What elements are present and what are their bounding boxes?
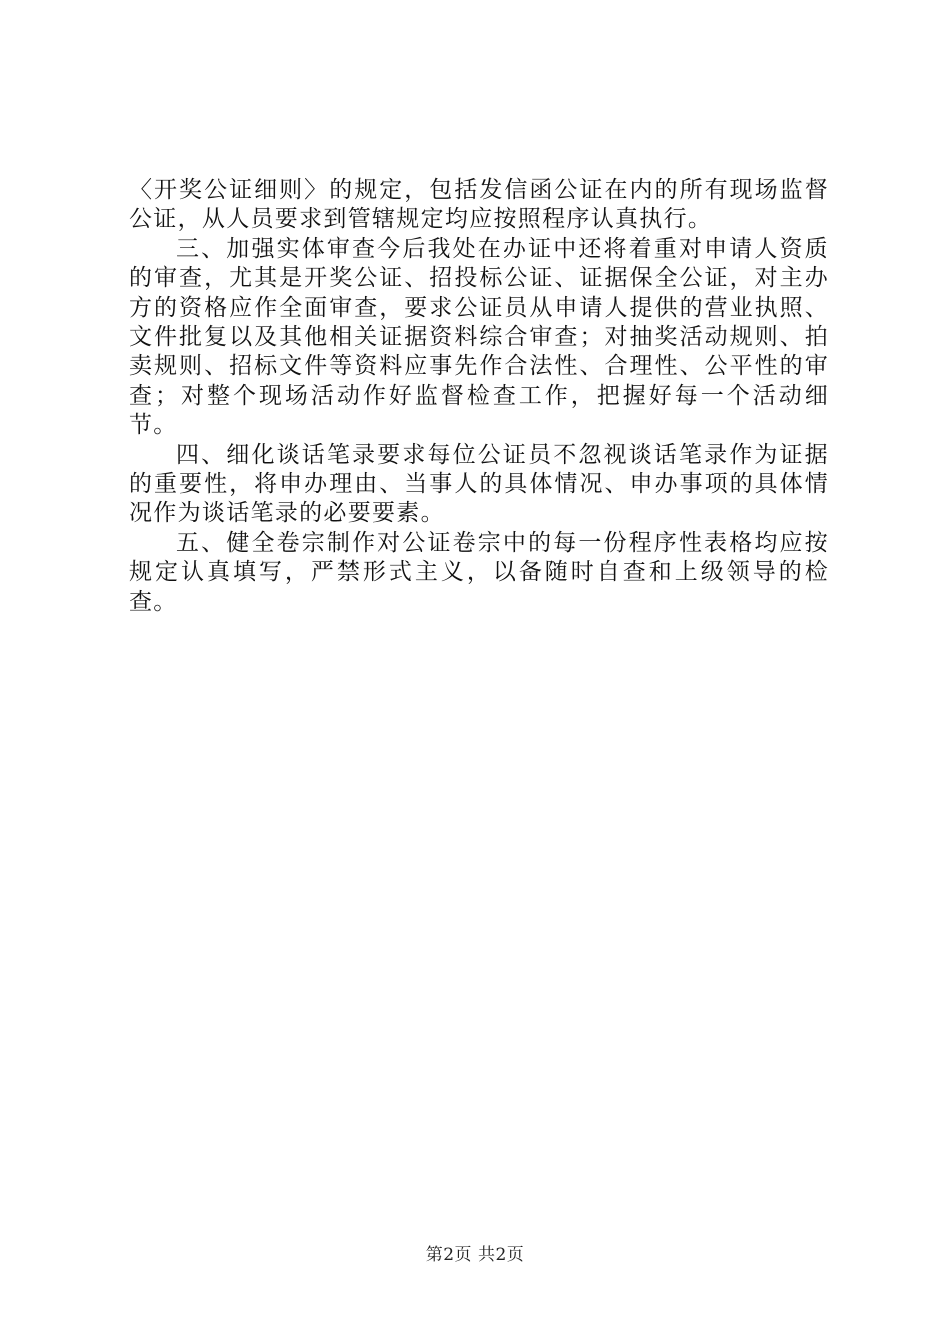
paragraph-continuation: 〈开奖公证细则〉的规定，包括发信函公证在内的所有现场监督公证，从人员要求到管辖规定均应按照程序认真执行。: [129, 177, 829, 233]
document-body: [129, 176, 829, 617]
page-footer: 第2页 共2页: [425, 1245, 525, 1265]
paragraph-interview-records: 四、细化谈话笔录要求每位公证员不忽视谈话笔录作为证据的重要性，将申办理由、当事人的具体情况、申办事项的具体情况作为谈话笔录的必要要素。: [129, 441, 829, 527]
paragraph-case-files: 五、健全卷宗制作对公证卷宗中的每一份程序性表格均应按规定认真填写，严禁形式主义，以备随时自查和上级领导的检查。: [129, 529, 829, 615]
paragraph-substantive-review: 三、加强实体审查今后我处在办证中还将着重对申请人资质的审查，尤其是开奖公证、招投标公证、证据保全公证，对主办方的资格应作全面审查，要求公证员从申请人提供的营业执照、文件批复以及其他相关证据资料综合审查；对抽奖活动规则、拍卖规则、招标文件等资料应事先作合法性、合理性、公平性的审查；对整个现场活动作好监督检查工作，把握好每一个活动细节。: [129, 235, 829, 439]
